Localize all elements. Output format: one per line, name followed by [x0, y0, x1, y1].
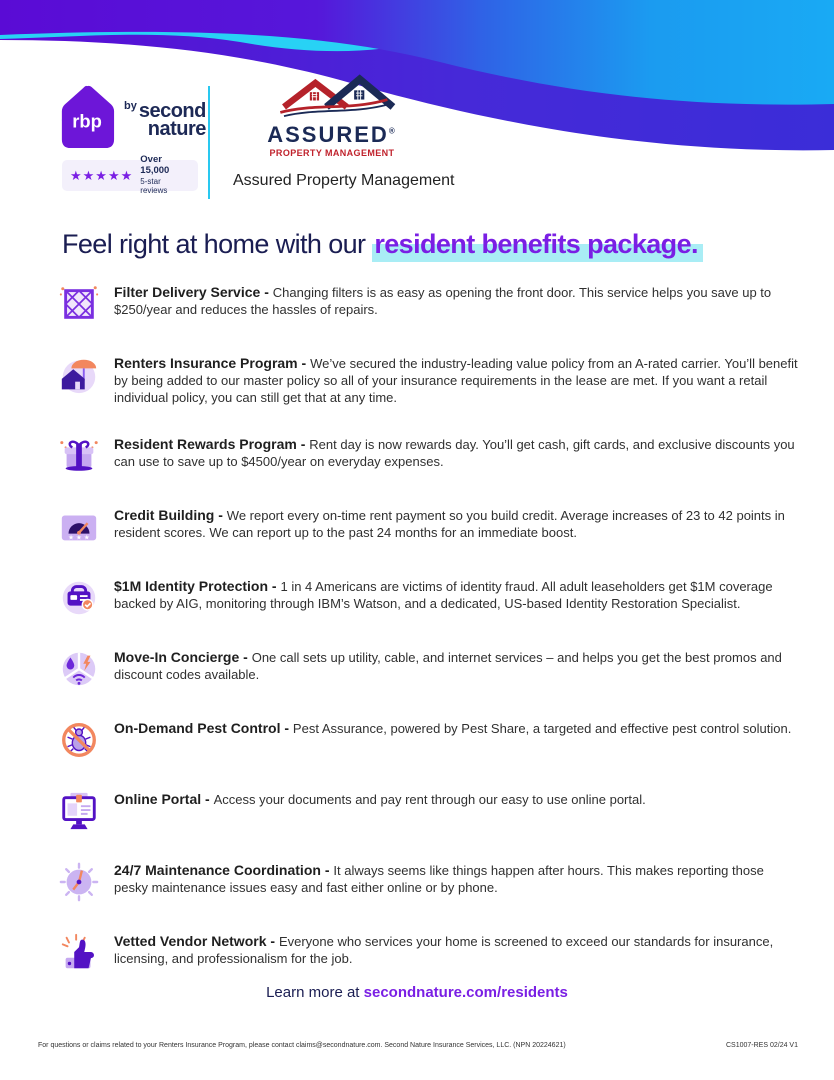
by-label: by	[124, 100, 137, 112]
headline-highlight: resident benefits package.	[372, 229, 703, 262]
svg-text:★ ★ ★: ★ ★ ★	[68, 534, 90, 542]
learn-more-line	[0, 984, 834, 1001]
benefit-title: Move-In Concierge	[114, 649, 240, 665]
benefit-title: Filter Delivery Service	[114, 284, 261, 300]
benefit-desc: One call sets up utility, cable, and internet services – and helps you get the best promos and discount codes available.	[114, 650, 782, 682]
list-item-resident-rewards	[58, 435, 798, 477]
brand-word-second: second	[138, 100, 206, 122]
benefit-title: $1M Identity Protection	[114, 578, 269, 594]
benefit-desc: We report every on-time rent payment so you build credit. Average increases of 23 to 42 points in resident scores. We can report up to the past 24 months for an immediate boost.	[114, 508, 785, 540]
benefit-desc: Rent day is now rewards day. You’ll get cash, gift cards, and exclusive discounts you can use to save up to $4500/year on everyday expenses.	[114, 437, 795, 469]
online-portal-icon	[58, 790, 100, 832]
fine-print-row	[38, 1042, 798, 1049]
reviews-badge	[62, 154, 198, 196]
umbrella-house-icon	[58, 354, 100, 396]
benefit-desc: Pest Assurance, powered by Pest Share, a targeted and effective pest control solution.	[292, 721, 792, 736]
benefit-text: Online Portal - Access your documents and pay rent through our easy to use online portal.	[114, 791, 646, 807]
benefit-title: Vetted Vendor Network	[114, 933, 267, 949]
five-stars-icon: ★★★★★	[70, 167, 134, 183]
filter-icon	[58, 283, 100, 325]
benefit-text: Credit Building - We report every on-time rent payment so you build credit. Average increases of 23 to 42 points in resident scores. We can report up to the past 24 months for an immediate boost.	[114, 507, 785, 540]
benefit-desc: Access your documents and pay rent through our easy to use online portal.	[213, 792, 646, 807]
list-item-pest-control	[58, 719, 798, 761]
clock-icon	[58, 861, 100, 903]
benefit-desc: We’ve secured the industry-leading value policy from an A-rated carrier. You’ll benefit by being added to our master policy so all of your insurance requirements in the lease are met. If you want a retail individual policy, you can still get that at any time.	[114, 356, 798, 405]
credit-gauge-icon	[58, 506, 100, 548]
benefit-desc: 1 in 4 Americans are victims of identity fraud. All adult leaseholders get $1M coverage backed by AIG, monitoring through IBM’s Watson, and a dedicated, US-based Identity Restoration Specialist.	[114, 579, 773, 611]
headline-prefix: Feel right at home with our	[62, 229, 373, 259]
benefit-title: Resident Rewards Program	[114, 436, 297, 452]
residents-link[interactable]: secondnature.com/residents	[363, 984, 568, 1001]
benefit-text: Vetted Vendor Network - Everyone who services your home is screened to exceed our standards for insurance, licensing, and professionalism for the job.	[114, 933, 774, 966]
rbp-logo	[58, 84, 206, 156]
list-item-identity-protection	[58, 577, 798, 619]
benefit-text: Resident Rewards Program - Rent day is now rewards day. You’ll get cash, gift cards, and exclusive discounts you can use to save up to $4500/year on everyday expenses.	[114, 436, 795, 469]
list-item-renters-insurance	[58, 354, 798, 406]
document-code: CS1007-RES 02/24 V1	[726, 1042, 798, 1049]
list-item-move-in-concierge	[58, 648, 798, 690]
benefit-title: On-Demand Pest Control	[114, 720, 281, 736]
list-item-vendor-network	[58, 932, 798, 974]
no-pest-icon	[58, 719, 100, 761]
page-title	[62, 229, 703, 260]
utilities-icon	[58, 648, 100, 690]
benefit-text: $1M Identity Protection - 1 in 4 Americans are victims of identity fraud. All adult leaseholders get $1M coverage backed by AIG, monitoring through IBM’s Watson, and a dedicated, US-based Identity Restoration Specialist.	[114, 578, 773, 611]
benefit-text: Move-In Concierge - One call sets up utility, cable, and internet services – and helps you get the best promos and discount codes available.	[114, 649, 782, 682]
id-protection-icon	[58, 577, 100, 619]
assured-logo-subtitle: PROPERTY MANAGEMENT	[269, 148, 395, 158]
list-item-filter-delivery	[58, 283, 798, 325]
benefit-title: Credit Building	[114, 507, 215, 523]
reviews-count: Over 15,000	[140, 154, 170, 177]
list-item-online-portal	[58, 790, 798, 832]
benefit-title: Renters Insurance Program	[114, 355, 298, 371]
rbp-logo-icon	[58, 84, 116, 156]
assured-houses-icon	[258, 70, 406, 118]
svg-text:rbp: rbp	[72, 110, 102, 132]
list-item-maintenance	[58, 861, 798, 903]
learn-more-prefix: Learn more at	[266, 984, 364, 1001]
assured-logo	[258, 70, 406, 158]
benefit-desc: Everyone who services your home is screened to exceed our standards for insurance, licensing, and professionalism for the job.	[114, 934, 774, 966]
partner-name-text: Assured Property Management	[233, 172, 455, 189]
benefit-desc: It always seems like things happen after hours. This makes reporting those pesky maintenance issues easy and fast either online or by phone.	[114, 863, 764, 895]
insurance-disclaimer: For questions or claims related to your Renters Insurance Program, please contact claims@secondnature.com. Second Nature Insurance Services, LLC. (NPN 20224621)	[38, 1042, 566, 1049]
benefit-desc: Changing filters is as easy as opening the front door. This service helps you save up to $250/year and reduces the hassles of repairs.	[114, 285, 772, 317]
logo-divider	[208, 86, 210, 199]
registered-mark: ®	[388, 126, 397, 136]
brand-word-nature: nature	[147, 118, 206, 140]
list-item-credit-building	[58, 506, 798, 548]
second-nature-wordmark	[124, 101, 206, 139]
benefit-text: On-Demand Pest Control - Pest Assurance, powered by Pest Share, a targeted and effective pest control solution.	[114, 720, 792, 736]
benefit-title: Online Portal	[114, 791, 202, 807]
gift-icon	[58, 435, 100, 477]
reviews-label: 5-star reviews	[140, 177, 168, 196]
benefit-title: 24/7 Maintenance Coordination	[114, 862, 321, 878]
thumbs-up-icon	[58, 932, 100, 974]
benefit-text: 24/7 Maintenance Coordination - It always seems like things happen after hours. This makes reporting those pesky maintenance issues easy and fast either online or by phone.	[114, 862, 764, 895]
benefit-text: Renters Insurance Program - We’ve secured the industry-leading value policy from an A-rated carrier. You’ll benefit by being added to our master policy so all of your insurance requirements in the lease are met. If you want a retail individual policy, you can still get that at any time.	[114, 355, 798, 405]
benefits-list	[58, 283, 798, 974]
assured-logo-name: ASSURED®	[267, 122, 397, 147]
benefit-text: Filter Delivery Service - Changing filters is as easy as opening the front door. This service helps you save up to $250/year and reduces the hassles of repairs.	[114, 284, 772, 317]
